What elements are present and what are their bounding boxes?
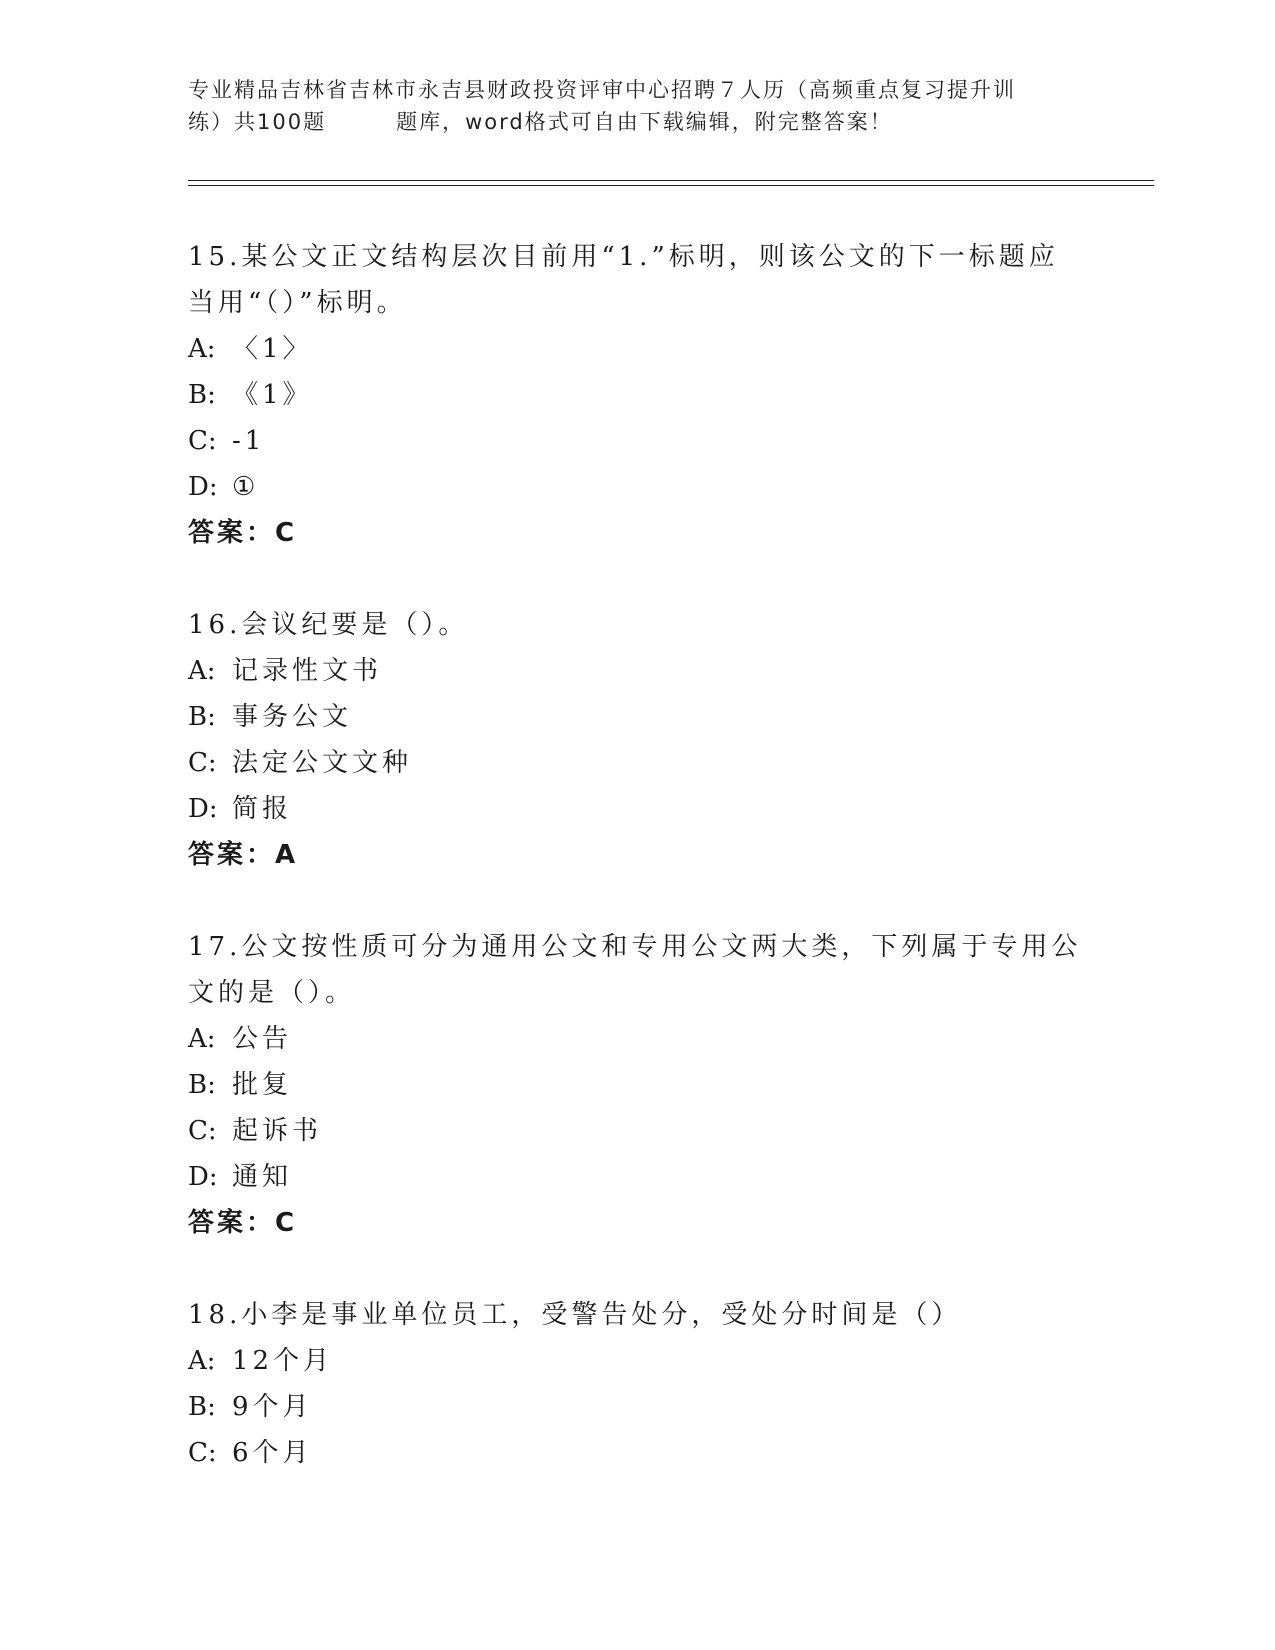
option-b [188, 1062, 1088, 1108]
option-letter: C: [188, 1438, 217, 1468]
option-text: 6个月 [232, 1438, 313, 1468]
question-18 [188, 1292, 1088, 1476]
question-16 [188, 602, 1088, 878]
answer-line: 答案：A [188, 840, 299, 870]
option-letter: C: [188, 748, 217, 778]
option-text: -1 [232, 426, 266, 456]
option-a [188, 326, 1088, 372]
option-letter: A: [188, 656, 216, 686]
option-text: 《1》 [232, 380, 313, 410]
option-c [188, 740, 1088, 786]
option-text: 公告 [232, 1024, 293, 1054]
option-letter: B: [188, 1392, 216, 1422]
option-a [188, 648, 1088, 694]
option-letter: C: [188, 426, 217, 456]
question-17 [188, 924, 1088, 1246]
question-15 [188, 234, 1088, 556]
option-letter: D: [188, 472, 218, 502]
option-b [188, 694, 1088, 740]
option-text: ① [232, 472, 260, 502]
option-c [188, 418, 1088, 464]
option-d [188, 1154, 1088, 1200]
option-c [188, 1108, 1088, 1154]
header-line-2 [188, 106, 1088, 138]
option-letter: C: [188, 1116, 217, 1146]
document-header [188, 74, 1088, 138]
option-text: 批复 [232, 1070, 293, 1100]
header-divider-bottom [188, 185, 1154, 186]
option-text: 起诉书 [232, 1116, 323, 1146]
option-text: 〈1〉 [232, 334, 313, 364]
option-text: 记录性文书 [232, 656, 383, 686]
answer-line: 答案：C [188, 1208, 298, 1238]
option-b [188, 372, 1088, 418]
option-letter: B: [188, 380, 216, 410]
option-b [188, 1384, 1088, 1430]
option-letter: B: [188, 702, 216, 732]
option-letter: A: [188, 1346, 216, 1376]
question-text: 15.某公文正文结构层次目前用“1.”标明，则该公文的下一标题应当用“（）”标明。 [188, 242, 1059, 318]
option-letter: B: [188, 1070, 216, 1100]
option-text: 12个月 [232, 1346, 334, 1376]
answer-line: 答案：C [188, 518, 298, 548]
header-line-2-part-b: 题库，word格式可自由下载编辑，附完整答案！ [396, 110, 893, 134]
option-letter: A: [188, 334, 216, 364]
option-letter: D: [188, 794, 218, 824]
option-letter: D: [188, 1162, 218, 1192]
question-text: 17.公文按性质可分为通用公文和专用公文两大类，下列属于专用公文的是（）。 [188, 932, 1082, 1008]
option-text: 简报 [232, 794, 293, 824]
option-d [188, 464, 1088, 510]
option-a [188, 1016, 1088, 1062]
header-line-2-part-a: 练）共100题 [188, 110, 327, 134]
question-text: 18.小李是事业单位员工，受警告处分，受处分时间是（） [188, 1300, 962, 1330]
option-text: 通知 [232, 1162, 293, 1192]
question-text: 16.会议纪要是（）。 [188, 610, 469, 640]
option-text: 法定公文文种 [232, 748, 413, 778]
question-list [188, 234, 1088, 1522]
option-text: 9个月 [232, 1392, 313, 1422]
header-line-1: 专业精品吉林省吉林市永吉县财政投资评审中心招聘７人历（高频重点复习提升训 [188, 78, 1016, 102]
option-text: 事务公文 [232, 702, 353, 732]
option-a [188, 1338, 1088, 1384]
option-letter: A: [188, 1024, 216, 1054]
option-c [188, 1430, 1088, 1476]
option-d [188, 786, 1088, 832]
header-divider-top [188, 180, 1154, 181]
